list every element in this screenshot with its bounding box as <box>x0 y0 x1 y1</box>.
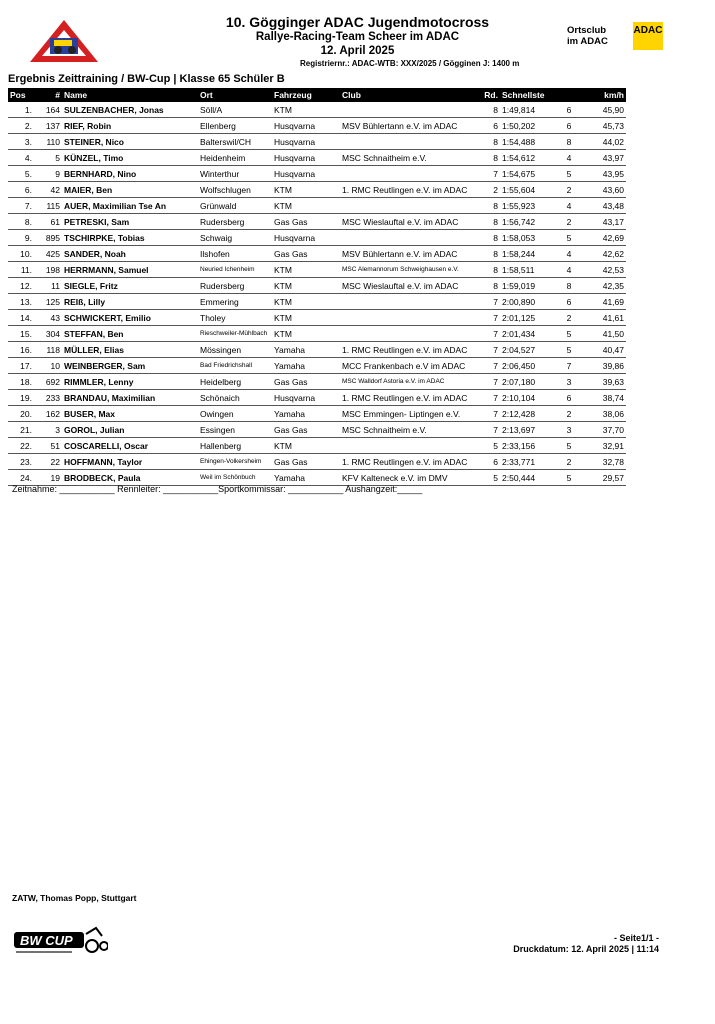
cell-lap: 3 <box>556 422 582 438</box>
page-number: - Seite1/1 - <box>613 933 659 943</box>
col-header-pos: Pos <box>8 88 34 102</box>
col-header-rd: Rd. <box>474 88 500 102</box>
cell-rd: 7 <box>474 358 500 374</box>
cell-rd: 5 <box>474 470 500 486</box>
table-row <box>8 246 626 262</box>
table-row <box>8 262 626 278</box>
cell-club <box>340 134 474 150</box>
cell-lap: 2 <box>556 406 582 422</box>
cell-num: 61 <box>34 214 62 230</box>
table-row <box>8 406 626 422</box>
cell-name: BRANDAU, Maximilian <box>62 390 198 406</box>
cell-lap: 5 <box>556 166 582 182</box>
cell-kmh: 40,47 <box>582 342 626 358</box>
cell-ort: Rudersberg <box>198 278 272 294</box>
cell-rd: 7 <box>474 390 500 406</box>
cell-fahrzeug: Husqvarna <box>272 134 340 150</box>
cell-kmh: 42,53 <box>582 262 626 278</box>
cell-club: KFV Kalteneck e.V. im DMV <box>340 470 474 486</box>
cell-ort: Weil im Schönbuch <box>198 470 272 486</box>
cell-fahrzeug: KTM <box>272 278 340 294</box>
cell-fahrzeug: KTM <box>272 326 340 342</box>
cell-rd: 7 <box>474 326 500 342</box>
cell-ort: Bad Friedrichshall <box>198 358 272 374</box>
cell-ort: Tholey <box>198 310 272 326</box>
cell-kmh: 41,61 <box>582 310 626 326</box>
table-row <box>8 278 626 294</box>
event-date: 12. April 2025 <box>320 45 395 57</box>
cell-kmh: 38,06 <box>582 406 626 422</box>
cell-num: 137 <box>34 118 62 134</box>
cell-ort: Heidenheim <box>198 150 272 166</box>
cell-name: SULZENBACHER, Jonas <box>62 102 198 118</box>
table-row <box>8 134 626 150</box>
cell-schnellste: 2:06,450 <box>500 358 556 374</box>
cell-name: SCHWICKERT, Emilio <box>62 310 198 326</box>
cell-club: MCC Frankenbach e.V im ADAC <box>340 358 474 374</box>
cell-club <box>340 310 474 326</box>
cell-pos: 16. <box>8 342 34 358</box>
col-header-lap <box>556 88 582 102</box>
col-header-name: Name <box>62 88 198 102</box>
cell-club: MSC Wieslauftal e.V. im ADAC <box>340 278 474 294</box>
cell-kmh: 43,95 <box>582 166 626 182</box>
cell-fahrzeug: KTM <box>272 294 340 310</box>
cell-num: 115 <box>34 198 62 214</box>
cell-name: WEINBERGER, Sam <box>62 358 198 374</box>
cell-club: 1. RMC Reutlingen e.V. im ADAC <box>340 390 474 406</box>
cell-rd: 8 <box>474 102 500 118</box>
cell-pos: 10. <box>8 246 34 262</box>
table-row <box>8 390 626 406</box>
col-header-num: # <box>34 88 62 102</box>
cell-rd: 7 <box>474 294 500 310</box>
cell-fahrzeug: Husqvarna <box>272 166 340 182</box>
cell-ort: Emmering <box>198 294 272 310</box>
cell-fahrzeug: KTM <box>272 198 340 214</box>
cell-num: 3 <box>34 422 62 438</box>
cell-pos: 5. <box>8 166 34 182</box>
cell-fahrzeug: Husqvarna <box>272 118 340 134</box>
cell-rd: 8 <box>474 230 500 246</box>
cell-schnellste: 2:33,771 <box>500 454 556 470</box>
cell-ort: Ellenberg <box>198 118 272 134</box>
registration-number: Registriernr.: ADAC-WTB: XXX/2025 / Gögginen J: 1400 m <box>300 59 520 68</box>
cell-kmh: 43,97 <box>582 150 626 166</box>
cell-club <box>340 294 474 310</box>
cell-name: TSCHIRPKE, Tobias <box>62 230 198 246</box>
cell-num: 9 <box>34 166 62 182</box>
cell-num: 304 <box>34 326 62 342</box>
cell-ort: Grünwald <box>198 198 272 214</box>
cell-ort: Söll/A <box>198 102 272 118</box>
cell-club: MSC Schnaitheim e.V. <box>340 422 474 438</box>
cell-pos: 24. <box>8 470 34 486</box>
table-row <box>8 358 626 374</box>
cell-lap: 2 <box>556 310 582 326</box>
cell-lap: 5 <box>556 438 582 454</box>
cell-ort: Ilshofen <box>198 246 272 262</box>
event-title: 10. Gögginger ADAC Jugendmotocross <box>225 14 490 30</box>
cell-ort: Schwaig <box>198 230 272 246</box>
table-row <box>8 150 626 166</box>
cell-fahrzeug: Husqvarna <box>272 230 340 246</box>
table-header-row <box>8 88 626 102</box>
cell-fahrzeug: Yamaha <box>272 358 340 374</box>
cell-club: MSC Wieslauftal e.V. im ADAC <box>340 214 474 230</box>
cell-ort: Mössingen <box>198 342 272 358</box>
cell-fahrzeug: KTM <box>272 262 340 278</box>
cell-kmh: 45,73 <box>582 118 626 134</box>
cell-club: MSC Alemannorum Schweighausen e.V. <box>340 262 474 278</box>
cell-schnellste: 1:55,923 <box>500 198 556 214</box>
cell-pos: 1. <box>8 102 34 118</box>
table-row <box>8 454 626 470</box>
cell-lap: 6 <box>556 118 582 134</box>
table-row <box>8 326 626 342</box>
cell-kmh: 43,48 <box>582 198 626 214</box>
cell-num: 233 <box>34 390 62 406</box>
cell-rd: 8 <box>474 150 500 166</box>
cell-fahrzeug: Gas Gas <box>272 246 340 262</box>
table-row <box>8 182 626 198</box>
cell-fahrzeug: Husqvarna <box>272 390 340 406</box>
cell-lap: 2 <box>556 182 582 198</box>
cell-schnellste: 2:01,434 <box>500 326 556 342</box>
cell-club <box>340 102 474 118</box>
cell-ort: Neuried Ichenheim <box>198 262 272 278</box>
table-row <box>8 102 626 118</box>
cell-num: 692 <box>34 374 62 390</box>
cell-num: 51 <box>34 438 62 454</box>
cell-lap: 4 <box>556 246 582 262</box>
cell-schnellste: 2:00,890 <box>500 294 556 310</box>
cell-num: 164 <box>34 102 62 118</box>
cell-club <box>340 230 474 246</box>
cell-pos: 2. <box>8 118 34 134</box>
cell-num: 19 <box>34 470 62 486</box>
cell-ort: Rudersberg <box>198 214 272 230</box>
cell-pos: 22. <box>8 438 34 454</box>
cell-pos: 8. <box>8 214 34 230</box>
cell-kmh: 41,50 <box>582 326 626 342</box>
cell-schnellste: 2:04,527 <box>500 342 556 358</box>
cell-kmh: 43,60 <box>582 182 626 198</box>
cell-schnellste: 1:54,612 <box>500 150 556 166</box>
cell-num: 43 <box>34 310 62 326</box>
cell-schnellste: 2:33,156 <box>500 438 556 454</box>
cell-lap: 5 <box>556 470 582 486</box>
cell-schnellste: 1:58,244 <box>500 246 556 262</box>
cell-ort: Balterswil/CH <box>198 134 272 150</box>
cell-pos: 17. <box>8 358 34 374</box>
cell-schnellste: 1:56,742 <box>500 214 556 230</box>
cell-club: MSC Schnaitheim e.V. <box>340 150 474 166</box>
event-subtitle: Rallye-Racing-Team Scheer im ADAC <box>255 31 460 43</box>
cell-lap: 8 <box>556 278 582 294</box>
cell-rd: 8 <box>474 246 500 262</box>
cell-club: MSC Walldorf Astoria e.V. im ADAC <box>340 374 474 390</box>
cell-pos: 21. <box>8 422 34 438</box>
cell-kmh: 43,17 <box>582 214 626 230</box>
cell-name: STEINER, Nico <box>62 134 198 150</box>
cell-fahrzeug: Gas Gas <box>272 422 340 438</box>
col-header-club: Club <box>340 88 474 102</box>
table-row <box>8 310 626 326</box>
cell-pos: 9. <box>8 230 34 246</box>
cell-lap: 2 <box>556 454 582 470</box>
cell-rd: 7 <box>474 342 500 358</box>
cell-fahrzeug: Gas Gas <box>272 214 340 230</box>
cell-name: SANDER, Noah <box>62 246 198 262</box>
cell-kmh: 42,62 <box>582 246 626 262</box>
cell-pos: 15. <box>8 326 34 342</box>
cell-fahrzeug: KTM <box>272 438 340 454</box>
cell-pos: 12. <box>8 278 34 294</box>
cell-ort: Rieschweiler-Mühlbach <box>198 326 272 342</box>
cell-name: BRODBECK, Paula <box>62 470 198 486</box>
table-row <box>8 118 626 134</box>
results-table <box>8 88 626 486</box>
cell-pos: 14. <box>8 310 34 326</box>
cell-fahrzeug: Gas Gas <box>272 454 340 470</box>
cell-lap: 5 <box>556 230 582 246</box>
cell-ort: Owingen <box>198 406 272 422</box>
cell-lap: 5 <box>556 326 582 342</box>
cell-num: 42 <box>34 182 62 198</box>
cell-club: MSV Bühlertann e.V. im ADAC <box>340 118 474 134</box>
cell-ort: Winterthur <box>198 166 272 182</box>
col-header-ort: Ort <box>198 88 272 102</box>
cell-fahrzeug: KTM <box>272 310 340 326</box>
cell-ort: Heidelberg <box>198 374 272 390</box>
cell-lap: 4 <box>556 262 582 278</box>
cell-schnellste: 1:58,053 <box>500 230 556 246</box>
cell-lap: 4 <box>556 150 582 166</box>
cell-name: REIß, Lilly <box>62 294 198 310</box>
col-header-schnellste: Schnellste <box>500 88 556 102</box>
cell-rd: 5 <box>474 438 500 454</box>
cell-kmh: 42,35 <box>582 278 626 294</box>
cell-pos: 19. <box>8 390 34 406</box>
cell-fahrzeug: Yamaha <box>272 470 340 486</box>
cell-ort: Hallenberg <box>198 438 272 454</box>
cell-club <box>340 166 474 182</box>
bwcup-logo <box>12 922 108 956</box>
cell-rd: 2 <box>474 182 500 198</box>
cell-lap: 6 <box>556 390 582 406</box>
cell-name: SIEGLE, Fritz <box>62 278 198 294</box>
cell-num: 125 <box>34 294 62 310</box>
cell-name: AUER, Maximilian Tse An <box>62 198 198 214</box>
cell-fahrzeug: KTM <box>272 102 340 118</box>
cell-name: MAIER, Ben <box>62 182 198 198</box>
cell-kmh: 41,69 <box>582 294 626 310</box>
cell-rd: 8 <box>474 214 500 230</box>
cell-name: BUSER, Max <box>62 406 198 422</box>
cell-name: HERRMANN, Samuel <box>62 262 198 278</box>
signature-line: Zeitnahme: ___________ Rennleiter: ___________Sportkommissar: ___________ Aushangzeit:_____ <box>12 484 423 494</box>
cell-rd: 6 <box>474 118 500 134</box>
cell-club <box>340 326 474 342</box>
cell-pos: 18. <box>8 374 34 390</box>
cell-pos: 11. <box>8 262 34 278</box>
cell-pos: 13. <box>8 294 34 310</box>
table-row <box>8 294 626 310</box>
cell-kmh: 44,02 <box>582 134 626 150</box>
cell-rd: 7 <box>474 422 500 438</box>
bwcup-logo-text: BW CUP <box>20 933 73 948</box>
cell-schnellste: 2:01,125 <box>500 310 556 326</box>
ortsclub-line1: Ortsclub <box>567 25 607 36</box>
cell-num: 118 <box>34 342 62 358</box>
cell-num: 425 <box>34 246 62 262</box>
cell-schnellste: 1:59,019 <box>500 278 556 294</box>
cell-kmh: 32,91 <box>582 438 626 454</box>
cell-ort: Schönaich <box>198 390 272 406</box>
table-row <box>8 198 626 214</box>
cell-kmh: 38,74 <box>582 390 626 406</box>
page-info <box>513 933 659 955</box>
cell-num: 10 <box>34 358 62 374</box>
cell-fahrzeug: KTM <box>272 182 340 198</box>
cell-pos: 6. <box>8 182 34 198</box>
cell-lap: 4 <box>556 198 582 214</box>
cell-pos: 4. <box>8 150 34 166</box>
cell-pos: 23. <box>8 454 34 470</box>
cell-rd: 7 <box>474 310 500 326</box>
cell-lap: 6 <box>556 102 582 118</box>
cell-kmh: 45,90 <box>582 102 626 118</box>
table-row <box>8 438 626 454</box>
cell-schnellste: 2:12,428 <box>500 406 556 422</box>
cell-schnellste: 2:50,444 <box>500 470 556 486</box>
cell-rd: 8 <box>474 198 500 214</box>
cell-schnellste: 2:13,697 <box>500 422 556 438</box>
cell-num: 162 <box>34 406 62 422</box>
cell-club <box>340 438 474 454</box>
table-row <box>8 230 626 246</box>
section-title: Ergebnis Zeittraining / BW-Cup | Klasse 65 Schüler B <box>8 73 285 85</box>
cell-name: RIEF, Robin <box>62 118 198 134</box>
cell-num: 11 <box>34 278 62 294</box>
ortsclub-line2: im ADAC <box>567 36 608 47</box>
cell-schnellste: 1:54,488 <box>500 134 556 150</box>
cell-kmh: 37,70 <box>582 422 626 438</box>
cell-rd: 8 <box>474 262 500 278</box>
cell-name: GOROL, Julian <box>62 422 198 438</box>
cell-kmh: 32,78 <box>582 454 626 470</box>
cell-lap: 2 <box>556 214 582 230</box>
cell-club: 1. RMC Reutlingen e.V. im ADAC <box>340 342 474 358</box>
cell-pos: 3. <box>8 134 34 150</box>
cell-rd: 7 <box>474 166 500 182</box>
organizer-label: ZATW, Thomas Popp, Stuttgart <box>12 893 137 903</box>
cell-name: PETRESKI, Sam <box>62 214 198 230</box>
table-row <box>8 342 626 358</box>
cell-name: COSCARELLI, Oscar <box>62 438 198 454</box>
cell-ort: Ehingen-Volkersheim <box>198 454 272 470</box>
cell-schnellste: 1:54,675 <box>500 166 556 182</box>
cell-name: HOFFMANN, Taylor <box>62 454 198 470</box>
cell-club: MSC Emmingen- Liptingen e.V. <box>340 406 474 422</box>
cell-fahrzeug: Gas Gas <box>272 374 340 390</box>
adac-logo: ADAC <box>633 22 663 50</box>
cell-lap: 5 <box>556 342 582 358</box>
cell-ort: Wolfschlugen <box>198 182 272 198</box>
cell-rd: 8 <box>474 134 500 150</box>
cell-name: STEFFAN, Ben <box>62 326 198 342</box>
cell-schnellste: 1:58,511 <box>500 262 556 278</box>
cell-name: MÜLLER, Elias <box>62 342 198 358</box>
cell-schnellste: 1:50,202 <box>500 118 556 134</box>
cell-num: 5 <box>34 150 62 166</box>
cell-name: RIMMLER, Lenny <box>62 374 198 390</box>
cell-rd: 7 <box>474 406 500 422</box>
cell-pos: 20. <box>8 406 34 422</box>
cell-num: 22 <box>34 454 62 470</box>
cell-lap: 8 <box>556 134 582 150</box>
cell-rd: 8 <box>474 278 500 294</box>
cell-num: 198 <box>34 262 62 278</box>
cell-num: 895 <box>34 230 62 246</box>
cell-fahrzeug: Husqvarna <box>272 150 340 166</box>
cell-name: KÜNZEL, Timo <box>62 150 198 166</box>
cell-lap: 3 <box>556 374 582 390</box>
cell-kmh: 39,86 <box>582 358 626 374</box>
cell-kmh: 42,69 <box>582 230 626 246</box>
table-row <box>8 374 626 390</box>
cell-club: 1. RMC Reutlingen e.V. im ADAC <box>340 182 474 198</box>
col-header-fahrzeug: Fahrzeug <box>272 88 340 102</box>
cell-rd: 7 <box>474 374 500 390</box>
cell-club: MSV Bühlertann e.V. im ADAC <box>340 246 474 262</box>
cell-lap: 6 <box>556 294 582 310</box>
cell-fahrzeug: Yamaha <box>272 406 340 422</box>
cell-name: BERNHARD, Nino <box>62 166 198 182</box>
table-row <box>8 214 626 230</box>
table-row <box>8 166 626 182</box>
col-header-kmh: km/h <box>582 88 626 102</box>
cell-num: 110 <box>34 134 62 150</box>
cell-club: 1. RMC Reutlingen e.V. im ADAC <box>340 454 474 470</box>
cell-pos: 7. <box>8 198 34 214</box>
table-row <box>8 422 626 438</box>
cell-schnellste: 2:10,104 <box>500 390 556 406</box>
print-date: Druckdatum: 12. April 2025 | 11:14 <box>513 944 659 954</box>
cell-fahrzeug: Yamaha <box>272 342 340 358</box>
ortsclub-label <box>567 25 608 47</box>
cell-schnellste: 1:55,604 <box>500 182 556 198</box>
cell-schnellste: 2:07,180 <box>500 374 556 390</box>
cell-club <box>340 198 474 214</box>
cell-kmh: 29,57 <box>582 470 626 486</box>
cell-ort: Essingen <box>198 422 272 438</box>
cell-rd: 6 <box>474 454 500 470</box>
cell-lap: 7 <box>556 358 582 374</box>
cell-schnellste: 1:49,814 <box>500 102 556 118</box>
cell-kmh: 39,63 <box>582 374 626 390</box>
